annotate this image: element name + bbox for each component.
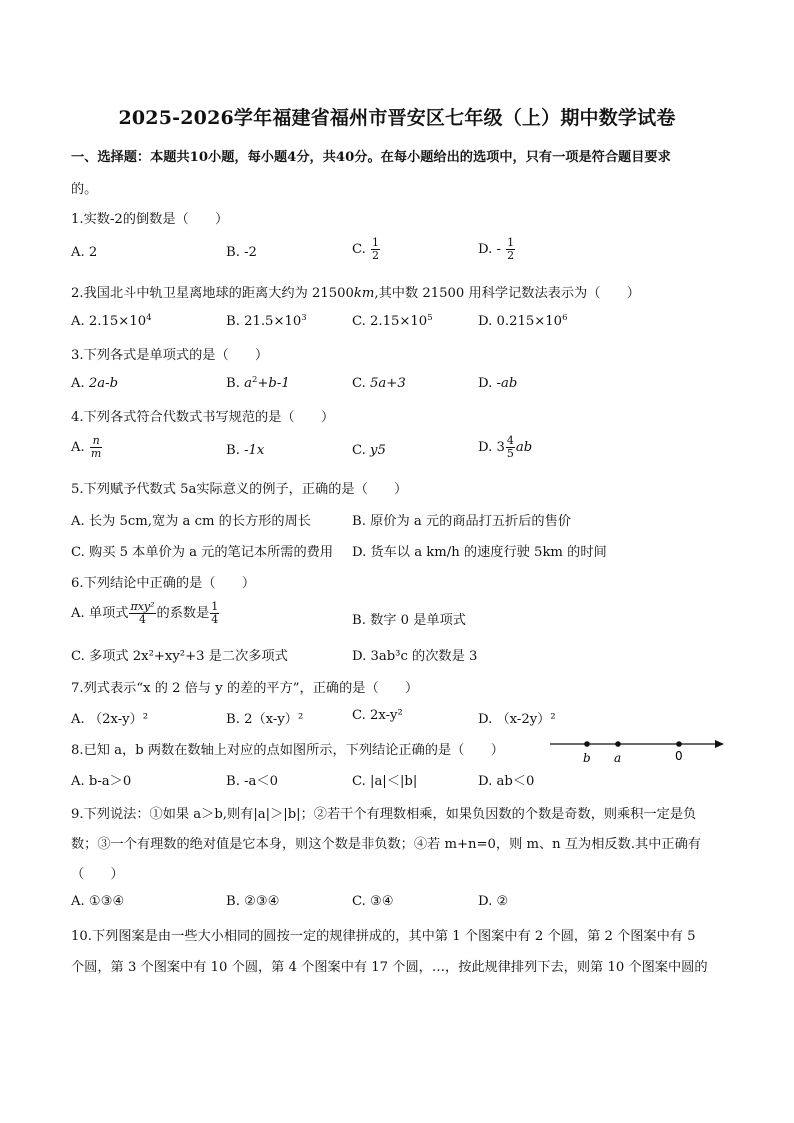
q9-option-a: A. ①③④ [71, 894, 125, 909]
q8-option-d: D. ab＜0 [478, 774, 535, 789]
q8-option-a: A. b-a＞0 [71, 774, 132, 789]
q4-a-fraction [90, 435, 102, 460]
q6-option-c: C. 多项式 2x²+xy²+3 是二次多项式 [71, 649, 288, 664]
q2-b-exponent: 3 [301, 313, 307, 323]
q10-stem-line1: 10.下列图案是由一些大小相同的圆按一定的规律拼成的，其中第 1 个图案中有 2 个圆，第 2 个图案中有 5 [71, 929, 696, 944]
q4-d-prefix: D. 3 [478, 440, 505, 455]
q3-b-rest: +b-1 [257, 376, 290, 391]
q2-stem-post: ,其中数 21500 用科学记数法表示为（ ） [374, 286, 640, 301]
q3-b-var: a [244, 376, 252, 391]
q4-d-numerator: 4 [506, 434, 514, 447]
q6-stem: 6.下列结论中正确的是（ ） [71, 576, 256, 591]
q3-option-c [352, 376, 406, 391]
q4-a-denominator: m [90, 447, 102, 460]
q6-a-mid: 的系数是 [156, 606, 210, 621]
q2-d-base: D. 0.215×10 [478, 314, 563, 329]
section-instructions-line1: 一、选择题：本题共10小题，每小题4分，共40分。在每小题给出的选项中，只有一项是符合题目要求 [71, 150, 671, 165]
section-instructions-line2: 的。 [71, 182, 98, 197]
q1-c-denominator: 2 [372, 249, 380, 262]
q9-stem-line3: （ ） [71, 867, 124, 882]
q4-d-var: ab [515, 440, 533, 455]
q1-option-b: B. -2 [226, 245, 257, 260]
q3-a-expr: 2a-b [88, 376, 119, 391]
q5-option-d: D. 货车以 a km/h 的速度行驶 5km 的时间 [352, 545, 607, 560]
label-zero: 0 [675, 749, 683, 763]
point-b [584, 741, 590, 747]
q7-option-b: B. 2（x-y）² [226, 712, 304, 727]
q6-option-a [71, 601, 220, 626]
q1-option-d [478, 237, 516, 262]
q4-option-c [352, 443, 386, 458]
q9-option-c: C. ③④ [352, 894, 394, 909]
q3-c-prefix: C. [352, 376, 371, 391]
q2-a-base: A. 2.15×10 [71, 314, 147, 329]
q10-stem-line2: 个圆，第 3 个图案中有 10 个圆，第 4 个图案中有 17 个圆，…，按此规律排列下去，则第 10 个图案中圆的 [71, 960, 708, 975]
q6-a-numerator2: 1 [211, 600, 219, 613]
q3-option-b [226, 376, 290, 391]
q7-stem: 7.列式表示“x 的 2 倍与 y 的差的平方”，正确的是（ ） [71, 681, 419, 696]
q3-option-d [478, 376, 517, 391]
q4-b-expr: -1x [244, 443, 265, 458]
q3-d-expr: -ab [496, 376, 518, 391]
q5-option-a: A. 长为 5cm,宽为 a cm 的长方形的周长 [71, 514, 311, 529]
q6-a-denominator2: 4 [211, 613, 219, 626]
q1-c-numerator: 1 [372, 236, 380, 249]
number-line-figure [548, 728, 728, 768]
q9-option-b: B. ②③④ [226, 894, 280, 909]
q6-a-denominator: 4 [139, 613, 147, 626]
q4-d-denominator: 5 [506, 447, 514, 460]
q4-option-a [71, 435, 103, 460]
q2-option-b [226, 314, 307, 329]
q7-option-a: A. （2x-y）² [71, 712, 149, 727]
q3-option-a [71, 376, 118, 391]
q9-stem-line1: 9.下列说法：①如果 a＞b,则有|a|＞|b|；②若干个有理数相乘，如果负因数的个数是奇数，则乘积一定是负 [71, 807, 697, 822]
label-a: a [614, 751, 622, 765]
q1-option-c-fraction [371, 237, 380, 262]
q3-b-exponent: 2 [251, 375, 258, 385]
q9-stem-line2: 数；③一个有理数的绝对值是它本身，则这个数是非负数；④若 m+n=0，则 m、n 互为相反数.其中正确有 [71, 837, 701, 852]
q2-c-exponent: 5 [427, 313, 433, 323]
q2-stem-unit: km [353, 286, 375, 301]
q4-c-prefix: C. [352, 443, 371, 458]
q7-option-d: D. （x-2y）² [478, 712, 556, 727]
q8-stem: 8.已知 a，b 两数在数轴上对应的点如图所示，下列结论正确的是（ ） [71, 743, 504, 758]
q4-a-prefix: A. [71, 440, 85, 455]
q2-option-d [478, 314, 568, 329]
q1-d-denominator: 2 [507, 249, 515, 262]
q4-d-fraction [506, 435, 515, 460]
q4-stem: 4.下列各式符合代数式书写规范的是（ ） [71, 410, 335, 425]
q1-option-d-fraction [506, 237, 515, 262]
q1-option-a: A. 2 [71, 245, 98, 260]
q2-option-a [71, 314, 152, 329]
q4-b-prefix: B. [226, 443, 245, 458]
page-title: 2025-2026学年福建省福州市晋安区七年级（上）期中数学试卷 [118, 107, 676, 129]
q2-b-base: B. 21.5×10 [226, 314, 302, 329]
q6-a-fraction2 [210, 601, 219, 626]
q6-a-prefix: A. 单项式 [71, 606, 129, 621]
q5-stem: 5.下列赋予代数式 5a实际意义的例子，正确的是（ ） [71, 482, 408, 497]
q6-option-b: B. 数字 0 是单项式 [352, 613, 466, 628]
q3-stem: 3.下列各式是单项式的是（ ） [71, 348, 269, 363]
q3-d-prefix: D. [478, 376, 497, 391]
q5-option-c: C. 购买 5 本单价为 a 元的笔记本所需的费用 [71, 545, 334, 560]
q4-c-expr: y5 [370, 443, 386, 458]
q3-b-prefix: B. [226, 376, 245, 391]
q4-a-numerator: n [90, 435, 102, 448]
q1-option-c [352, 237, 381, 262]
q1-option-d-prefix: D. - [478, 242, 501, 257]
q1-d-numerator: 1 [507, 236, 515, 249]
q4-option-d [478, 435, 532, 460]
q5-option-b: B. 原价为 a 元的商品打五折后的售价 [352, 514, 571, 529]
q6-a-fraction [129, 601, 155, 626]
q2-c-base: C. 2.15×10 [352, 314, 428, 329]
q2-stem [71, 282, 640, 301]
q3-c-expr: 5a+3 [370, 376, 406, 391]
q2-option-c [352, 314, 433, 329]
q8-option-c: C. |a|＜|b| [352, 774, 418, 789]
point-a [615, 741, 621, 747]
q6-a-numerator: πxy² [130, 600, 155, 613]
q4-option-b [226, 443, 264, 458]
q9-option-d: D. ② [478, 894, 509, 909]
q1-stem: 1.实数-2的倒数是（ ） [71, 212, 229, 227]
point-zero [676, 741, 682, 747]
q6-option-d: D. 3ab³c 的次数是 3 [352, 649, 478, 664]
q7-option-c: C. 2x-y² [352, 708, 403, 723]
q3-a-prefix: A. [71, 376, 89, 391]
number-line-arrow [715, 740, 724, 748]
label-b: b [583, 751, 591, 765]
q1-option-c-prefix: C. [352, 242, 366, 257]
q2-a-exponent: 4 [146, 313, 152, 323]
q2-d-exponent: 6 [562, 313, 568, 323]
q8-option-b: B. -a＜0 [226, 774, 278, 789]
q2-stem-pre: 2.我国北斗中轨卫星离地球的距离大约为 21500 [71, 286, 354, 301]
